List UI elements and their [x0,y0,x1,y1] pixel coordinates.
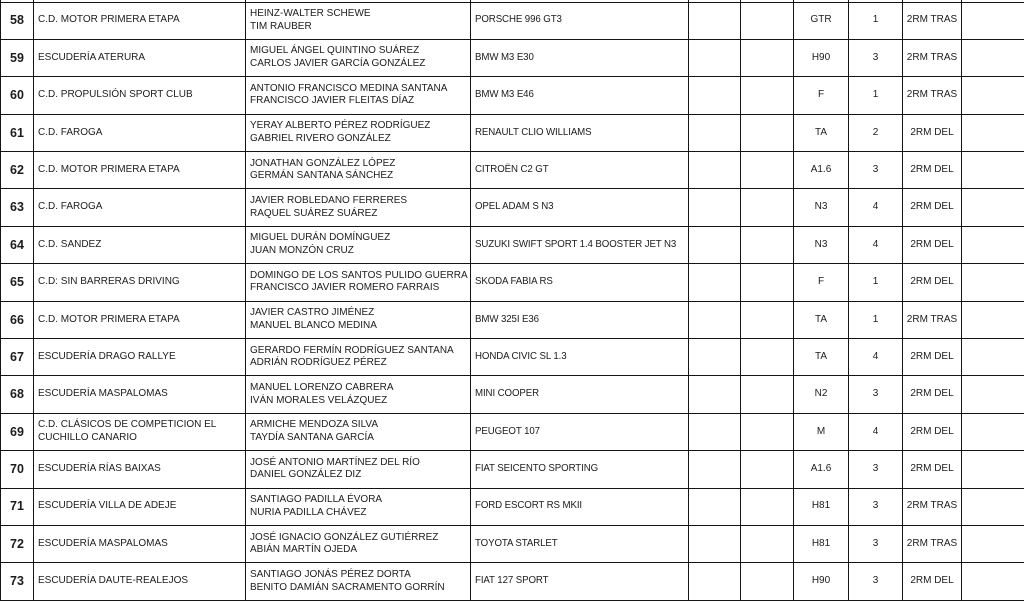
empty-cell-2 [741,451,794,488]
class-cell: N3 [794,226,849,263]
group-number-cell: 2 [849,114,903,151]
group-number-cell: 3 [849,376,903,413]
empty-cell-2 [741,264,794,301]
codriver-name: DANIEL GONZÁLEZ DIZ [250,469,362,481]
driver-name: JONATHAN GONZÁLEZ LÓPEZ [250,157,396,169]
codriver-name: MANUEL BLANCO MEDINA [250,319,377,331]
group-number-cell: 3 [849,152,903,189]
trailing-empty-cell [962,451,1024,488]
entry-number-cell: 64 [1,226,34,263]
drivetrain-cell: 2RM DEL [903,451,962,488]
class-cell: N2 [794,376,849,413]
club-cell: ESCUDERÍA DRAGO RALLYE [34,339,246,376]
car-cell: RENAULT CLIO WILLIAMS [471,114,689,151]
class-cell: N3 [794,189,849,226]
drivetrain-cell: 2RM DEL [903,264,962,301]
empty-cell-2 [741,339,794,376]
drivetrain-cell: 2RM TRAS [903,488,962,525]
trailing-empty-cell [962,2,1024,39]
codriver-name: FRANCISCO JAVIER FLEITAS DÍAZ [250,95,415,107]
driver-name: GERARDO FERMÍN RODRÍGUEZ SANTANA [250,344,454,356]
club-cell: ESCUDERÍA ATERURA [34,39,246,76]
trailing-empty-cell [962,39,1024,76]
class-cell: TA [794,339,849,376]
entry-number-cell: 73 [1,563,34,600]
empty-cell-1 [689,563,741,600]
codriver-name: NURIA PADILLA CHÁVEZ [250,506,367,518]
table-row [1,488,1024,525]
drivers-cell [246,563,471,600]
entry-number-cell: 59 [1,39,34,76]
group-number-cell: 3 [849,488,903,525]
table-row [1,413,1024,450]
car-cell: SKODA FABIA RS [471,264,689,301]
empty-cell-2 [741,226,794,263]
empty-cell-1 [689,451,741,488]
table-row [1,226,1024,263]
drivetrain-cell: 2RM DEL [903,152,962,189]
drivetrain-cell: 2RM TRAS [903,301,962,338]
club-cell: C.D. MOTOR PRIMERA ETAPA [34,301,246,338]
empty-cell-1 [689,488,741,525]
drivers-cell [246,301,471,338]
empty-cell-2 [741,488,794,525]
entry-number-cell: 67 [1,339,34,376]
entry-number-cell: 60 [1,77,34,114]
empty-cell-2 [741,376,794,413]
empty-cell-2 [741,152,794,189]
drivetrain-cell: 2RM DEL [903,413,962,450]
group-number-cell: 3 [849,525,903,562]
empty-cell-1 [689,226,741,263]
drivers-cell [246,77,471,114]
club-cell: ESCUDERÍA DAUTE-REALEJOS [34,563,246,600]
driver-name: SANTIAGO JONÁS PÉREZ DORTA [250,568,411,580]
class-cell: TA [794,114,849,151]
driver-name: JAVIER CASTRO JIMÉNEZ [250,307,375,319]
empty-cell-2 [741,39,794,76]
drivers-cell [246,451,471,488]
drivetrain-cell: 2RM TRAS [903,2,962,39]
empty-cell-2 [741,563,794,600]
driver-name: DOMINGO DE LOS SANTOS PULIDO GUERRA [250,269,468,281]
empty-cell-1 [689,2,741,39]
table-row [1,39,1024,76]
drivers-cell [246,376,471,413]
class-cell: GTR [794,2,849,39]
drivers-cell [246,488,471,525]
club-cell: ESCUDERÍA RÍAS BAIXAS [34,451,246,488]
club-cell: C.D. FAROGA [34,189,246,226]
group-number-cell: 3 [849,39,903,76]
trailing-empty-cell [962,301,1024,338]
table-row [1,563,1024,600]
class-cell: H90 [794,563,849,600]
group-number-cell: 4 [849,226,903,263]
driver-name: SANTIAGO PADILLA ÉVORA [250,494,383,506]
trailing-empty-cell [962,152,1024,189]
driver-name: YERAY ALBERTO PÉREZ RODRÍGUEZ [250,120,431,132]
table-row [1,189,1024,226]
entry-number-cell: 65 [1,264,34,301]
drivers-cell [246,152,471,189]
class-cell: H81 [794,525,849,562]
codriver-name: GERMÁN SANTANA SÁNCHEZ [250,170,394,182]
empty-cell-1 [689,264,741,301]
codriver-name: IVÁN MORALES VELÁZQUEZ [250,394,388,406]
drivers-cell [246,189,471,226]
entry-number-cell: 61 [1,114,34,151]
group-number-cell: 1 [849,2,903,39]
codriver-name: ADRIÁN RODRÍGUEZ PÉREZ [250,357,387,369]
club-cell: C.D. SANDEZ [34,226,246,263]
entry-number-cell: 58 [1,2,34,39]
table-row [1,451,1024,488]
entry-number-cell: 66 [1,301,34,338]
empty-cell-2 [741,413,794,450]
codriver-name: CARLOS JAVIER GARCÍA GONZÁLEZ [250,58,426,70]
car-cell: FIAT SEICENTO SPORTING [471,451,689,488]
table-row [1,301,1024,338]
driver-name: MANUEL LORENZO CABRERA [250,382,394,393]
club-cell: ESCUDERÍA MASPALOMAS [34,525,246,562]
class-cell: H81 [794,488,849,525]
table-body [1,0,1024,600]
drivetrain-cell: 2RM TRAS [903,525,962,562]
entry-number-cell: 71 [1,488,34,525]
table-row [1,114,1024,151]
club-cell: C.D. MOTOR PRIMERA ETAPA [34,152,246,189]
empty-cell-2 [741,189,794,226]
driver-name: MIGUEL ÁNGEL QUINTINO SUÁREZ [250,45,420,57]
codriver-name: BENITO DAMIÁN SACRAMENTO GORRÍN [250,581,445,593]
codriver-name: RAQUEL SUÁREZ SUÁREZ [250,207,378,219]
empty-cell-2 [741,301,794,338]
drivetrain-cell: 2RM DEL [903,376,962,413]
drivetrain-cell: 2RM DEL [903,226,962,263]
drivetrain-cell: 2RM TRAS [903,39,962,76]
drivers-cell [246,339,471,376]
car-cell: PORSCHE 996 GT3 [471,2,689,39]
group-number-cell: 4 [849,413,903,450]
codriver-name: TIM RAUBER [250,20,312,32]
entry-number-cell: 69 [1,413,34,450]
drivetrain-cell: 2RM DEL [903,563,962,600]
trailing-empty-cell [962,226,1024,263]
club-cell: C.D. CLÁSICOS DE COMPETICION EL CUCHILLO CANARIO [34,413,246,450]
empty-cell-1 [689,413,741,450]
empty-cell-1 [689,525,741,562]
empty-cell-2 [741,525,794,562]
class-cell: F [794,264,849,301]
club-cell: ESCUDERÍA VILLA DE ADEJE [34,488,246,525]
group-number-cell: 3 [849,563,903,600]
group-number-cell: 4 [849,339,903,376]
drivers-cell [246,264,471,301]
car-cell: CITROËN C2 GT [471,152,689,189]
empty-cell-1 [689,376,741,413]
car-cell: BMW 325I E36 [471,301,689,338]
trailing-empty-cell [962,264,1024,301]
club-cell: C.D: SIN BARRERAS DRIVING [34,264,246,301]
empty-cell-1 [689,152,741,189]
empty-cell-1 [689,189,741,226]
table-row [1,77,1024,114]
entry-number-cell: 72 [1,525,34,562]
trailing-empty-cell [962,376,1024,413]
driver-name: ANTONIO FRANCISCO MEDINA SANTANA [250,82,448,94]
car-cell: HONDA CIVIC SL 1.3 [471,339,689,376]
driver-name: JAVIER ROBLEDANO FERRERES [250,195,408,207]
table-row [1,2,1024,39]
entry-number-cell: 70 [1,451,34,488]
driver-name: JOSÉ ANTONIO MARTÍNEZ DEL RÍO [250,456,420,468]
car-cell: MINI COOPER [471,376,689,413]
table-row [1,152,1024,189]
trailing-empty-cell [962,77,1024,114]
car-cell: FIAT 127 SPORT [471,563,689,600]
codriver-name: TAYDÍA SANTANA GARCÍA [250,431,374,443]
trailing-empty-cell [962,413,1024,450]
driver-name: ARMICHE MENDOZA SILVA [250,419,378,431]
empty-cell-1 [689,301,741,338]
codriver-name: ABIÁN MARTÍN OJEDA [250,544,358,556]
car-cell: BMW M3 E46 [471,77,689,114]
trailing-empty-cell [962,488,1024,525]
trailing-empty-cell [962,525,1024,562]
table-row [1,525,1024,562]
group-number-cell: 3 [849,451,903,488]
car-cell: BMW M3 E30 [471,39,689,76]
trailing-empty-cell [962,563,1024,600]
drivers-cell [246,525,471,562]
drivetrain-cell: 2RM TRAS [903,77,962,114]
drivers-cell [246,2,471,39]
drivetrain-cell: 2RM DEL [903,189,962,226]
car-cell: TOYOTA STARLET [471,525,689,562]
empty-cell-2 [741,77,794,114]
class-cell: A1.6 [794,451,849,488]
entry-number-cell: 63 [1,189,34,226]
codriver-name: FRANCISCO JAVIER ROMERO FARRAIS [250,282,440,294]
class-cell: A1.6 [794,152,849,189]
car-cell: PEUGEOT 107 [471,413,689,450]
club-cell: C.D. PROPULSIÓN SPORT CLUB [34,77,246,114]
class-cell: M [794,413,849,450]
car-cell: OPEL ADAM S N3 [471,189,689,226]
group-number-cell: 1 [849,264,903,301]
group-number-cell: 4 [849,189,903,226]
group-number-cell: 1 [849,77,903,114]
empty-cell-2 [741,114,794,151]
drivers-cell [246,39,471,76]
trailing-empty-cell [962,114,1024,151]
club-cell: ESCUDERÍA MASPALOMAS [34,376,246,413]
class-cell: H90 [794,39,849,76]
empty-cell-1 [689,39,741,76]
table-row [1,376,1024,413]
group-number-cell: 1 [849,301,903,338]
codriver-name: JUAN MONZÓN CRUZ [250,245,354,257]
class-cell: F [794,77,849,114]
club-cell: C.D. FAROGA [34,114,246,151]
table-row [1,264,1024,301]
empty-cell-1 [689,339,741,376]
car-cell: SUZUKI SWIFT SPORT 1.4 BOOSTER JET N3 [471,226,689,263]
trailing-empty-cell [962,339,1024,376]
drivers-cell [246,413,471,450]
driver-name: MIGUEL DURÁN DOMÍNGUEZ [250,232,391,244]
codriver-name: GABRIEL RIVERO GONZÁLEZ [250,132,391,144]
drivetrain-cell: 2RM DEL [903,339,962,376]
class-cell: TA [794,301,849,338]
driver-name: HEINZ-WALTER SCHEWE [250,8,371,20]
car-cell: FORD ESCORT RS MKII [471,488,689,525]
entry-number-cell: 62 [1,152,34,189]
driver-name: JOSÉ IGNACIO GONZÁLEZ GUTIÉRREZ [250,531,439,543]
empty-cell-2 [741,2,794,39]
empty-cell-1 [689,77,741,114]
drivetrain-cell: 2RM DEL [903,114,962,151]
entry-number-cell: 68 [1,376,34,413]
empty-cell-1 [689,114,741,151]
club-cell: C.D. MOTOR PRIMERA ETAPA [34,2,246,39]
drivers-cell [246,226,471,263]
drivers-cell [246,114,471,151]
trailing-empty-cell [962,189,1024,226]
table-row [1,339,1024,376]
